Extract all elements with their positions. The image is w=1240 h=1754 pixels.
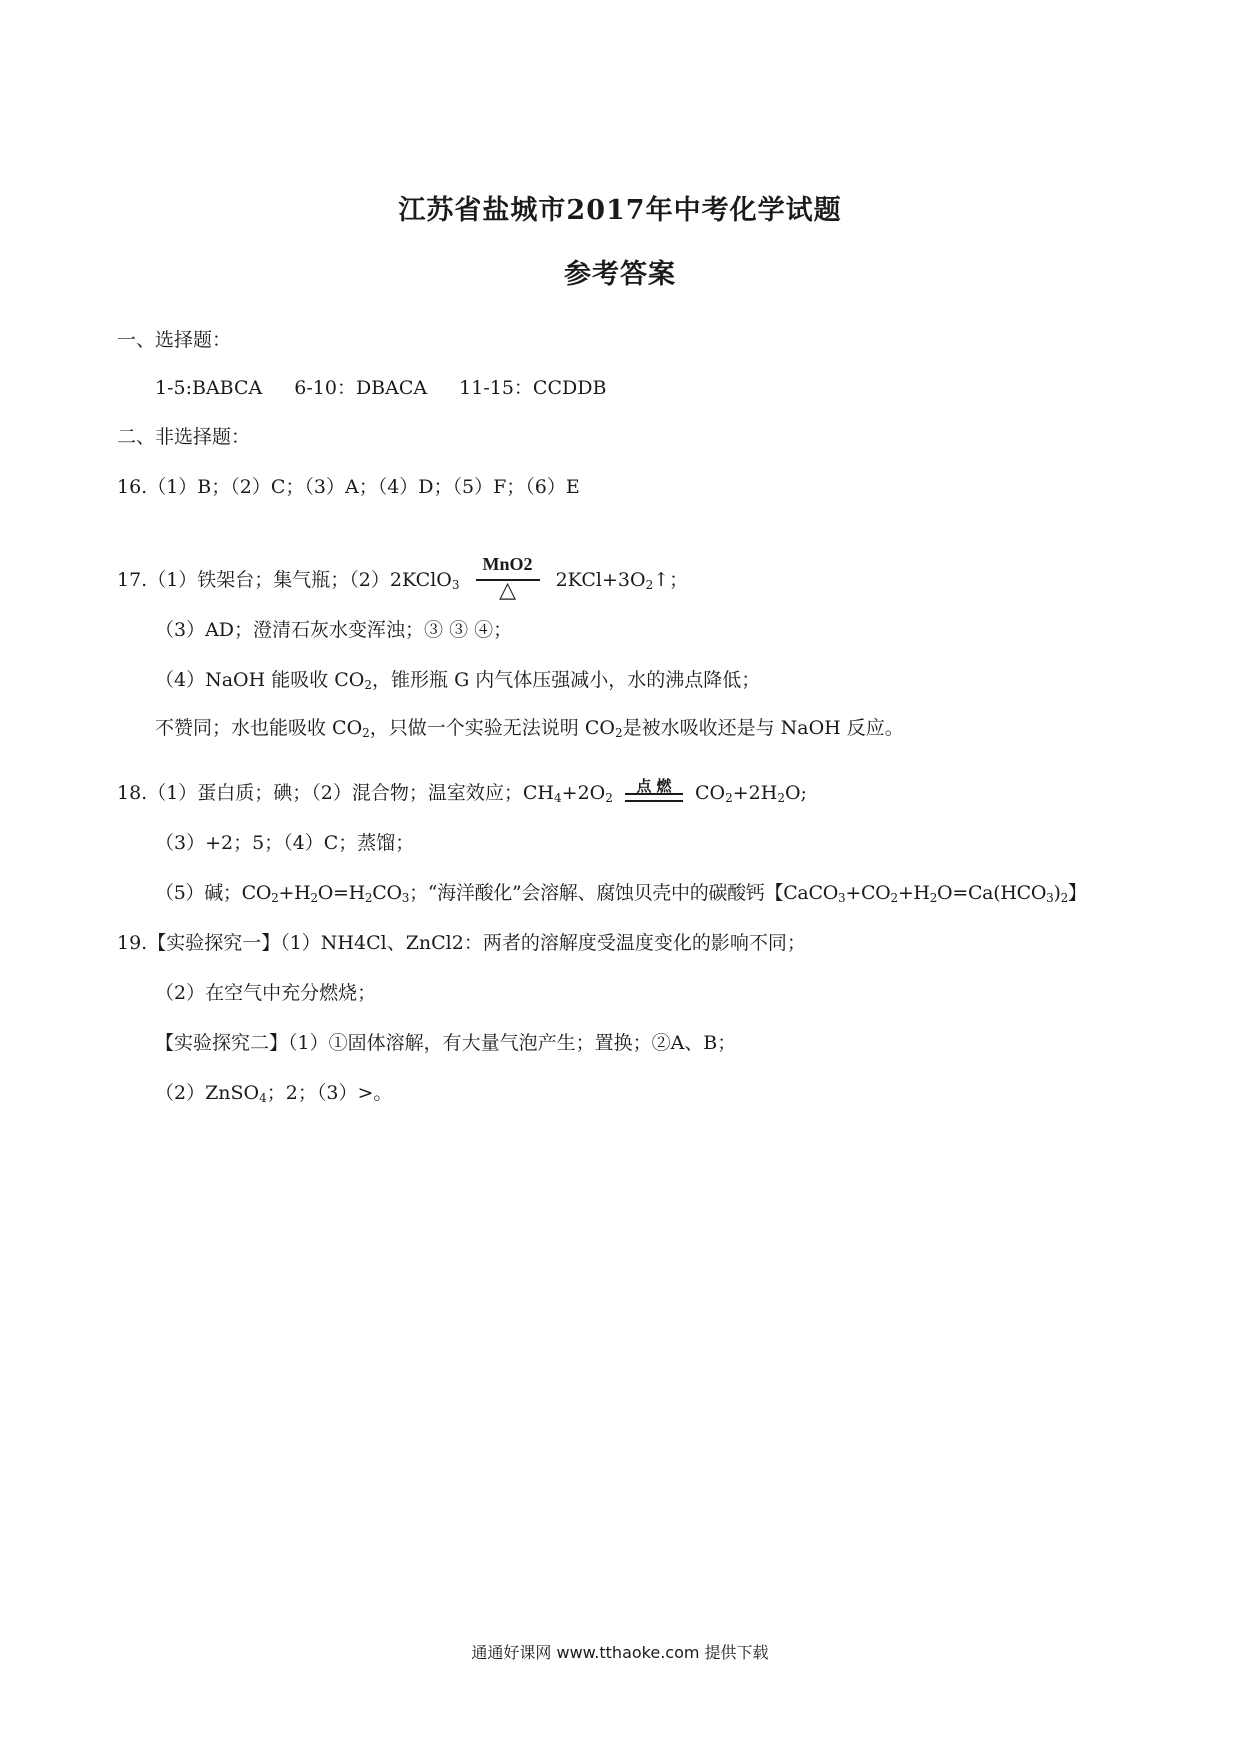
- answer-19-line-4: [155, 1078, 392, 1105]
- subscript: 2: [605, 791, 613, 805]
- catalyst-label: MnO2: [482, 554, 533, 574]
- answer-18-line-1: [117, 778, 807, 805]
- page-footer: 通通好课网 www.tthaoke.com 提供下载: [471, 1643, 769, 1662]
- subscript: 2: [1060, 891, 1068, 905]
- subscript: 3: [837, 891, 846, 905]
- answer-text: +2O: [561, 782, 606, 804]
- answer-text: 】: [1067, 882, 1087, 904]
- answer-text: O;: [784, 782, 807, 804]
- page-title: 江苏省盐城市2017年中考化学试题: [398, 195, 842, 226]
- answer-18-line-2: （3）+2；5；（4）C；蒸馏；: [155, 832, 415, 854]
- answer-text: O=H: [317, 882, 365, 904]
- answer-text: +H: [278, 882, 311, 904]
- reaction-double-line: [625, 793, 683, 802]
- choice-answer-group: 1-5:BABCA: [155, 377, 263, 399]
- answer-text: +2H: [732, 782, 778, 804]
- subscript: 2: [645, 578, 654, 592]
- subscript: 2: [364, 891, 373, 905]
- subscript: 2: [725, 791, 733, 805]
- subscript: 2: [271, 891, 279, 905]
- answer-text: 17.（1）铁架台；集气瓶；（2）2KClO: [117, 569, 452, 591]
- answer-19-line-1: 19.【实验探究一】（1）NH4Cl、ZnCl2：两者的溶解度受温度变化的影响不同；: [117, 932, 806, 954]
- subscript: 2: [364, 678, 373, 692]
- answer-17-line-4: [155, 713, 904, 740]
- answer-17-line-3: [155, 665, 760, 692]
- answer-text: ；“海洋酸化”会溶解、腐蚀贝壳中的碳酸钙【CaCO: [409, 882, 838, 904]
- subscript: 4: [554, 791, 562, 805]
- subscript: 2: [890, 891, 898, 905]
- answer-17-line-2: （3）AD；澄清石灰水变浑浊；③ ③ ④；: [155, 619, 513, 641]
- answer-text: +H: [897, 882, 930, 904]
- answer-text: 不赞同；水也能吸收 CO: [155, 717, 363, 739]
- subscript: 3: [451, 578, 460, 592]
- answer-16: 16.（1）B；（2）C；（3）A；（4）D；（5）F；（6）E: [117, 476, 580, 498]
- answer-18-line-3: [155, 878, 1087, 905]
- heat-symbol: △: [499, 578, 516, 603]
- answer-text: CO: [694, 782, 726, 804]
- subscript: 4: [259, 1091, 267, 1105]
- subscript: 2: [310, 891, 318, 905]
- page-subtitle: 参考答案: [564, 259, 676, 290]
- answer-text: ↑；: [653, 569, 689, 591]
- answer-text: 2KCl+3O: [555, 569, 646, 591]
- ignition-label: 点 燃: [636, 777, 672, 795]
- section-heading-choice: 一、选择题：: [117, 329, 232, 351]
- subscript: 3: [401, 891, 410, 905]
- answer-text: （5）碱；CO: [155, 882, 272, 904]
- subscript: 2: [362, 726, 370, 740]
- answer-text: +CO: [845, 882, 891, 904]
- subscript: 2: [777, 791, 785, 805]
- subscript: 3: [1046, 891, 1054, 905]
- section-heading-nonchoice: 二、非选择题：: [117, 426, 251, 448]
- choice-answer-group: 11-15：CCDDB: [459, 377, 607, 399]
- subscript: 2: [614, 726, 623, 740]
- answer-text: （4）NaOH 能吸收 CO: [155, 669, 365, 691]
- subscript: 2: [929, 891, 938, 905]
- answer-text: ；2；（3）>。: [266, 1082, 393, 1104]
- answer-text: ): [1053, 882, 1061, 904]
- choice-answer-group: 6-10：DBACA: [294, 377, 428, 399]
- answer-text: 是被水吸收还是与 NaOH 反应。: [622, 717, 904, 739]
- answer-text: （2）ZnSO: [155, 1082, 260, 1104]
- answer-text: CO: [372, 882, 402, 904]
- answer-19-line-2: （2）在空气中充分燃烧；: [155, 982, 377, 1004]
- answer-text: 18.（1）蛋白质；碘；（2）混合物；温室效应；CH: [117, 782, 555, 804]
- choice-answers: [155, 373, 606, 400]
- answer-text: ，锥形瓶 G 内气体压强减小，水的沸点降低；: [372, 669, 761, 691]
- answer-text: O=Ca(HCO: [937, 882, 1047, 904]
- answer-text: ，只做一个实验无法说明 CO: [369, 717, 615, 739]
- answer-19-line-3: 【实验探究二】（1）①固体溶解，有大量气泡产生；置换；②A、B；: [155, 1032, 737, 1054]
- answer-17-line-1: [117, 554, 689, 603]
